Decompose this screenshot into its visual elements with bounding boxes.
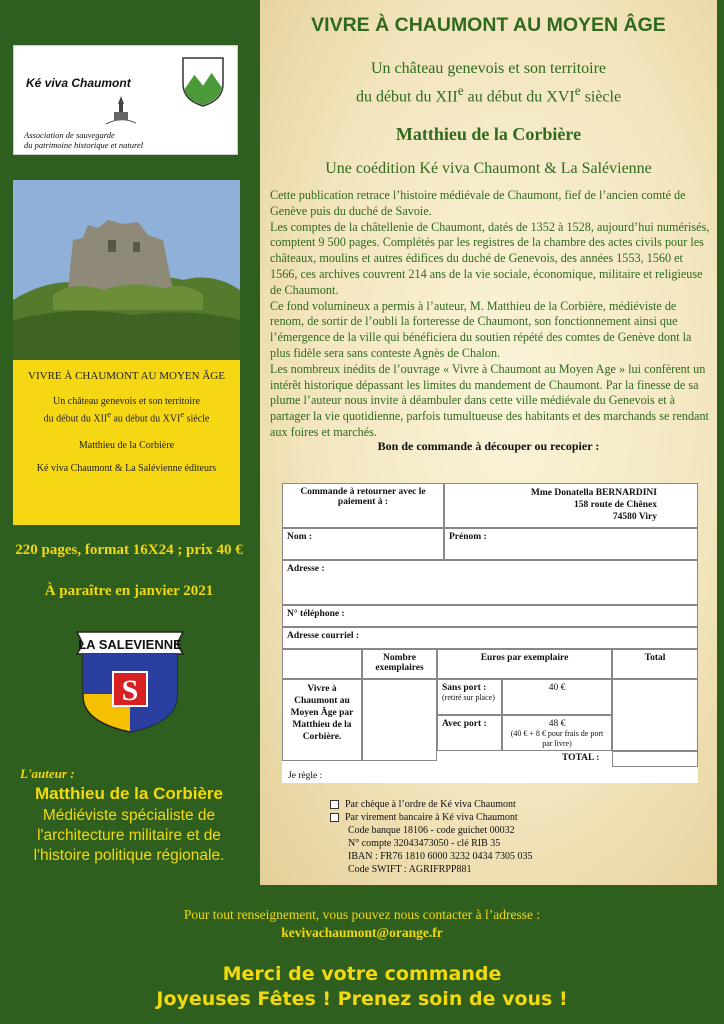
paragraph-4: Les nombreux inédits de l’ouvrage « Vivre à Chaumont au Moyen Age » lui confèrent un intérêt historique dépassant les limites du mandement de Chaumont. Par la finesse de sa plume l’auteur nous invite à déambuler dans cette ville médiévale du Genevois et à partager la vie quotidienne, parfois tumultueuse des habitants et des marchands se rendant aux foires et marchés. (270, 361, 709, 439)
recipient-city: 74580 Viry (612, 512, 657, 522)
paragraph-3: Ce fond volumineux a permis à l’auteur, M. Matthieu de la Corbière, médiéviste de renom, de sortir de l’oubli la forteresse de Chaumont, son fonctionnement ainsi que l’émergence de la ville qui bénéficiera du soutien répété des comtes de Genève dont la plus fidèle sera sans conteste Agnès de Chalon. (270, 298, 692, 360)
book-publishers: Ké viva Chaumont & La Salévienne éditeurs (36, 463, 217, 475)
logo-subtitle-line1: Association de sauvegarde (24, 130, 115, 140)
author-desc-line3: l'histoire politique régionale. (33, 847, 225, 864)
left-column (0, 0, 258, 890)
book-cover (13, 180, 240, 525)
col-total: Total (612, 649, 698, 679)
avec-port-price (502, 715, 612, 751)
description-text (270, 188, 713, 441)
castle-ruin-image (13, 180, 240, 360)
order-form (282, 483, 698, 783)
sub-post: siècle (580, 88, 622, 106)
book-cover-text (13, 370, 240, 475)
numero-compte: N° compte 32043473050 - clé RIB 35 (348, 838, 501, 849)
avec-port-label: Avec port : (437, 715, 502, 751)
book-format-price: 220 pages, format 16X24 ; prix 40 € (15, 542, 243, 558)
book-subtitle-line1: Un château genevois et son territoire (53, 396, 200, 407)
recipient-street: 158 route de Chênex (574, 500, 657, 510)
thanks-message (0, 962, 724, 1012)
header-empty (282, 649, 362, 679)
church-icon (106, 96, 136, 126)
sup2: e (574, 83, 581, 98)
sans-port-label (437, 679, 502, 715)
salevienne-logo (75, 624, 185, 734)
total-label: TOTAL : (562, 753, 600, 763)
shield-icon (181, 56, 225, 108)
cheque-option[interactable] (330, 798, 532, 811)
sup1: e (457, 83, 464, 98)
iban: IBAN : FR76 1810 6000 3232 0434 7305 035 (348, 851, 533, 862)
avec-port-note: (40 € + 8 € pour frais de port par livre) (510, 729, 604, 748)
book-sub-post: siècle (184, 413, 210, 425)
avec-port-price-value: 48 € (548, 719, 566, 729)
col-euros: Euros par exemplaire (437, 649, 612, 679)
paragraph-2: Les comptes de la châtellenie de Chaumont, datés de 1352 à 1528, aujourd’hui numérisés, comptent 9 500 pages. Complétés par les registres de la chambre des actes civils pour les châteaux, moulins et autres édifices du duché de Genevois, des années 1553, 1560 et 1566, ces archives couvrent 214 ans de la vie sociale, économique, militaire et religieuse de Chaumont. (270, 219, 710, 297)
header-author: Matthieu de la Corbière (395, 124, 582, 144)
salevienne-banner: LA SALEVIENNE (78, 637, 182, 652)
coedition: Une coédition Ké viva Chaumont & La Salévienne (325, 160, 652, 177)
logo-subtitle (24, 130, 143, 150)
logo-title: Ké viva Chaumont (26, 76, 131, 90)
swift: Code SWIFT : AGRIFRPP881 (348, 864, 472, 875)
book-sup1: e (107, 410, 111, 419)
book-subtitle-line2 (13, 408, 240, 425)
author-label: L'auteur : (20, 766, 75, 781)
thanks-line1: Merci de votre commande (222, 963, 502, 985)
reglement-label: Je règle : (288, 771, 323, 781)
salevienne-letter: S (121, 674, 139, 707)
cheque-checkbox[interactable] (330, 800, 339, 809)
author-description (0, 806, 258, 866)
book-sup2: e (180, 410, 185, 419)
virement-checkbox[interactable] (330, 813, 339, 822)
virement-option[interactable] (330, 811, 532, 824)
payment-options (330, 798, 532, 876)
association-logo (13, 45, 238, 155)
thanks-line2: Joyeuses Fêtes ! Prenez soin de vous ! (156, 988, 568, 1010)
page-title: VIVRE À CHAUMONT AU MOYEN ÂGE (311, 14, 666, 36)
book-sub-mid: au début du XVI (110, 413, 181, 425)
order-heading: Bon de commande à découper ou recopier : (377, 439, 600, 453)
book-title: VIVRE À CHAUMONT AU MOYEN ÂGE (28, 370, 225, 382)
prenom-field[interactable]: Prénom : (444, 528, 698, 560)
author-desc-line2: l'architecture militaire et de (37, 827, 221, 844)
logo-subtitle-line2: du patrimoine historique et naturel (24, 140, 144, 150)
item-description: Vivre à Chaumont au Moyen Âge par Matthieu de la Corbière. (282, 679, 362, 761)
adresse-field[interactable]: Adresse : (282, 560, 698, 605)
contact-info (0, 906, 724, 942)
return-label: Commande à retourner avec le paiement à : (282, 483, 444, 528)
sub-mid: au début du XVI (463, 88, 575, 106)
paragraph-1: Cette publication retrace l’histoire médiévale de Chaumont, fief de l’ancien comté de Genève puis du duché de Savoie. (270, 188, 686, 218)
cheque-label: Par chèque à l’ordre de Ké viva Chaumont (345, 799, 516, 810)
sub-pre: du début du XII (355, 88, 458, 106)
telephone-field[interactable]: N° téléphone : (282, 605, 698, 627)
castle-photo (13, 180, 240, 360)
page-subtitle-line2 (260, 80, 717, 108)
recipient-name: Mme Donatella BERNARDINI (530, 488, 657, 498)
page-subtitle-line1: Un château genevois et son territoire (370, 60, 607, 77)
courriel-field[interactable]: Adresse courriel : (282, 627, 698, 649)
page-subtitle (260, 58, 717, 108)
author-desc-line1: Médiéviste spécialiste de (42, 807, 216, 824)
grand-total-input[interactable] (612, 751, 698, 767)
code-banque: Code banque 18106 - code guichet 00032 (348, 825, 515, 836)
nom-field[interactable]: Nom : (282, 528, 444, 560)
contact-email[interactable]: kevivachaumont@orange.fr (281, 925, 443, 940)
recipient-address (444, 483, 698, 528)
book-sub-pre: du début du XII (43, 413, 108, 425)
author-name: Matthieu de la Corbière (35, 784, 223, 803)
total-input[interactable] (612, 679, 698, 751)
book-author: Matthieu de la Corbière (78, 440, 175, 452)
sans-port-text: Sans port : (442, 683, 487, 693)
parchment-panel (260, 0, 717, 885)
sans-port-price: 40 € (502, 679, 612, 715)
col-nombre: Nombre exemplaires (362, 649, 437, 679)
book-subtitle (13, 395, 240, 425)
sans-port-note: (retiré sur place) (442, 693, 495, 702)
contact-text: Pour tout renseignement, vous pouvez nous contacter à l’adresse : (183, 907, 541, 922)
quantity-input[interactable] (362, 679, 437, 761)
release-date: À paraître en janvier 2021 (44, 583, 214, 599)
virement-label: Par virement bancaire à Ké viva Chaumont (345, 812, 518, 823)
